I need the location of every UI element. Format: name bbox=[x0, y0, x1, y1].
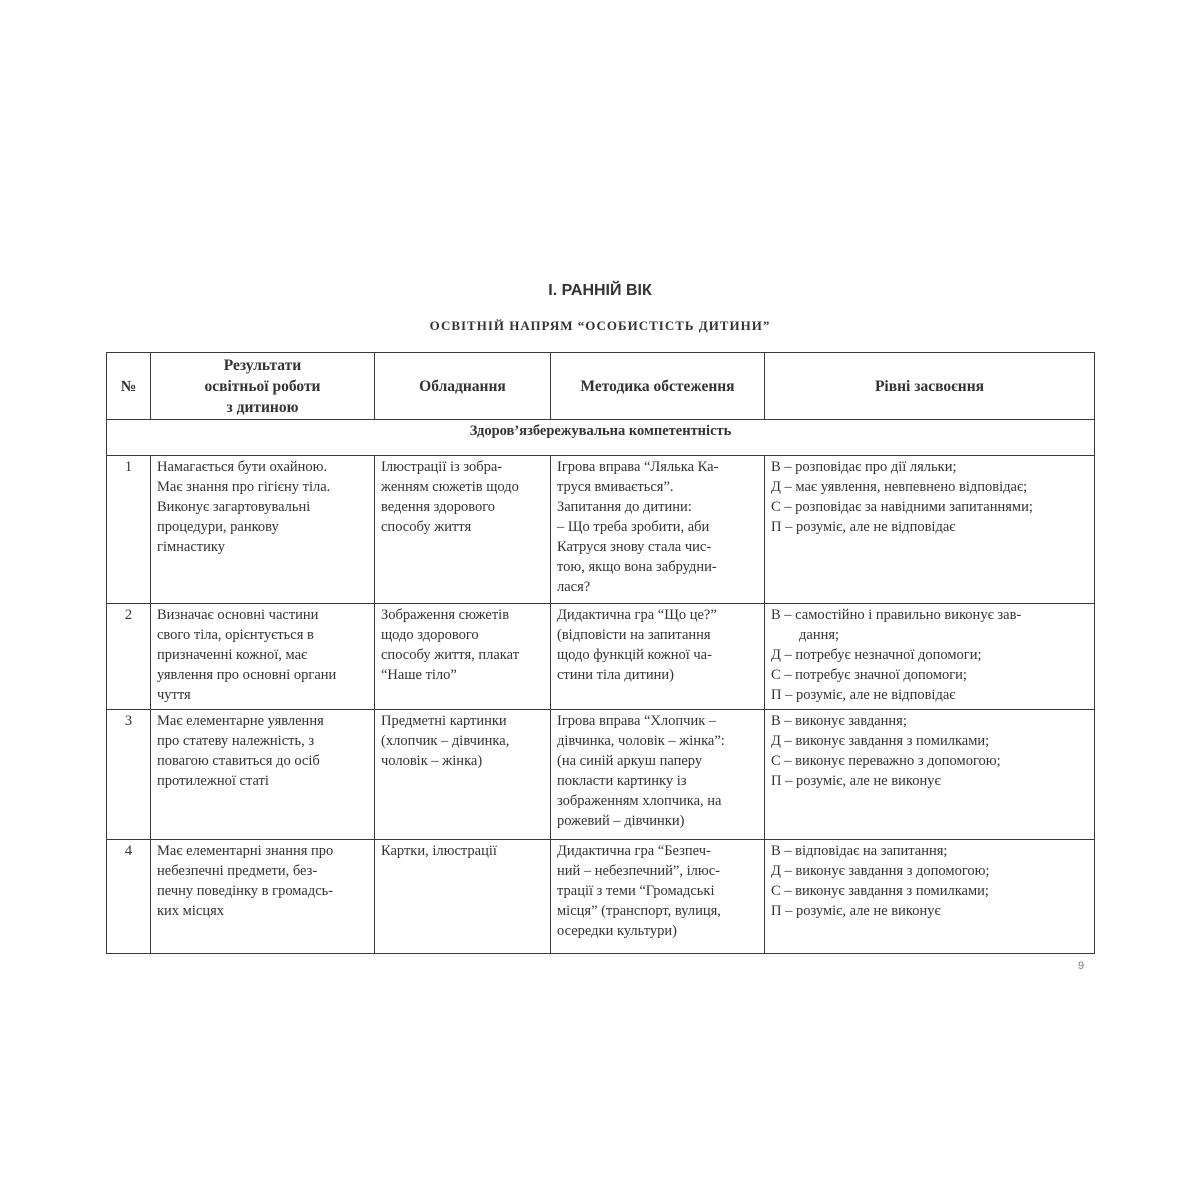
equipment-cell bbox=[375, 710, 551, 840]
cell-line: Д – виконує завдання з допомогою; bbox=[771, 863, 990, 879]
header-results-line: Результати bbox=[223, 356, 302, 374]
cell-line: Ігрова вправа “Хлопчик – bbox=[557, 713, 717, 729]
cell-line: “Наше тіло” bbox=[381, 667, 457, 683]
levels-cell bbox=[765, 710, 1095, 840]
cell-line: стини тіла дитини) bbox=[557, 667, 674, 683]
cell-line: дання; bbox=[799, 627, 840, 643]
cell-line: С – розповідає за навідними запитаннями; bbox=[771, 499, 1033, 515]
cell-line: про статеву належність, з bbox=[157, 733, 315, 749]
cell-line: печну поведінку в громадсь- bbox=[157, 883, 334, 899]
equipment-cell bbox=[375, 604, 551, 710]
cell-line: П – розуміє, але не відповідає bbox=[771, 519, 956, 535]
table-row bbox=[107, 840, 1095, 954]
cell-line: покласти картинку із bbox=[557, 773, 687, 789]
row-number: 3 bbox=[107, 710, 151, 840]
cell-line: чоловік – жінка) bbox=[381, 753, 483, 769]
method-cell bbox=[551, 710, 765, 840]
cell-line: гімнастику bbox=[157, 539, 225, 555]
cell-line: Ілюстрації із зобра- bbox=[381, 459, 503, 475]
results-cell bbox=[151, 604, 375, 710]
cell-line: щодо здорового bbox=[381, 627, 479, 643]
cell-line: Картки, ілюстрації bbox=[381, 843, 497, 859]
cell-line: Визначає основні частини bbox=[157, 607, 319, 623]
cell-line: процедури, ранкову bbox=[157, 519, 279, 535]
cell-line: Катруся знову стала чис- bbox=[557, 539, 712, 555]
cell-line: ких місцях bbox=[157, 903, 224, 919]
cell-line: способу життя, плакат bbox=[381, 647, 520, 663]
cell-line: лася? bbox=[557, 579, 591, 595]
header-equipment: Обладнання bbox=[375, 353, 551, 420]
cell-line: Д – потребує незначної допомоги; bbox=[771, 647, 982, 663]
page-subtitle: ОСВІТНІЙ НАПРЯМ “ОСОБИСТІСТЬ ДИТИНИ” bbox=[429, 318, 771, 333]
cell-line: – Що треба зробити, аби bbox=[557, 519, 710, 535]
cell-line: дівчинка, чоловік – жінка”: bbox=[557, 733, 725, 749]
cell-line: (на синій аркуш паперу bbox=[557, 753, 703, 769]
page-number: 9 bbox=[1078, 960, 1085, 972]
cell-line: П – розуміє, але не виконує bbox=[771, 773, 941, 789]
cell-line: (хлопчик – дівчинка, bbox=[381, 733, 510, 749]
cell-line: П – розуміє, але не відповідає bbox=[771, 687, 956, 703]
results-cell bbox=[151, 710, 375, 840]
cell-line: протилежної статі bbox=[157, 773, 269, 789]
cell-line: Д – виконує завдання з помилками; bbox=[771, 733, 990, 749]
cell-line: призначенні кожної, має bbox=[157, 647, 308, 663]
cell-line: В – розповідає про дії ляльки; bbox=[771, 459, 957, 475]
cell-line: Дидактична гра “Безпеч- bbox=[557, 843, 711, 859]
assessment-table bbox=[106, 352, 1095, 954]
cell-line: Має елементарні знання про bbox=[157, 843, 334, 859]
equipment-cell bbox=[375, 840, 551, 954]
header-row bbox=[107, 353, 1095, 420]
cell-line: П – розуміє, але не виконує bbox=[771, 903, 941, 919]
cell-line: Дидактична гра “Що це?” bbox=[557, 607, 717, 623]
row-number: 2 bbox=[107, 604, 151, 710]
cell-line: ний – небезпечний”, ілюс- bbox=[557, 863, 720, 879]
cell-line: В – самостійно і правильно виконує зав- bbox=[771, 607, 1022, 623]
cell-line: уявлення про основні органи bbox=[157, 667, 337, 683]
cell-line: С – потребує значної допомоги; bbox=[771, 667, 967, 683]
header-levels: Рівні засвоєння bbox=[765, 353, 1095, 420]
header-method: Методика обстеження bbox=[551, 353, 765, 420]
cell-line: ведення здорового bbox=[381, 499, 496, 515]
cell-line: Виконує загартовувальні bbox=[157, 499, 311, 515]
cell-line: С – виконує завдання з помилками; bbox=[771, 883, 989, 899]
results-cell bbox=[151, 456, 375, 604]
cell-line: Має елементарне уявлення bbox=[157, 713, 324, 729]
table-header bbox=[107, 353, 1095, 420]
cell-line: Предметні картинки bbox=[381, 713, 507, 729]
table-row bbox=[107, 456, 1095, 604]
section-row bbox=[107, 420, 1095, 456]
method-cell bbox=[551, 840, 765, 954]
cell-line: Запитання до дитини: bbox=[557, 499, 692, 515]
cell-line: тою, якщо вона забрудни- bbox=[557, 559, 717, 575]
table-row bbox=[107, 604, 1095, 710]
cell-line: способу життя bbox=[381, 519, 472, 535]
section-title: Здоров’язбережувальна компетентність bbox=[107, 420, 1095, 456]
page-title: І. РАННІЙ ВІК bbox=[548, 282, 652, 299]
header-results-line: освітньої роботи bbox=[204, 377, 321, 395]
levels-cell bbox=[765, 456, 1095, 604]
cell-line: небезпечні предмети, без- bbox=[157, 863, 318, 879]
cell-line: Намагається бути охайною. bbox=[157, 459, 328, 475]
cell-line: Має знання про гігієну тіла. bbox=[157, 479, 331, 495]
method-cell bbox=[551, 604, 765, 710]
equipment-cell bbox=[375, 456, 551, 604]
cell-line: (відповісти на запитання bbox=[557, 627, 711, 643]
cell-line: труся вмивається”. bbox=[557, 479, 674, 495]
header-results bbox=[151, 353, 375, 420]
cell-line: місця” (транспорт, вулиця, bbox=[557, 903, 721, 919]
cell-line: В – виконує завдання; bbox=[771, 713, 907, 729]
cell-line: рожевий – дівчинки) bbox=[557, 813, 685, 829]
results-cell bbox=[151, 840, 375, 954]
cell-line: зображенням хлопчика, на bbox=[557, 793, 722, 809]
cell-line: свого тіла, орієнтується в bbox=[157, 627, 314, 643]
table-body bbox=[107, 420, 1095, 954]
cell-line: трації з теми “Громадські bbox=[557, 883, 715, 899]
method-cell bbox=[551, 456, 765, 604]
cell-line: щодо функцій кожної ча- bbox=[557, 647, 712, 663]
cell-line: повагою ставиться до осіб bbox=[157, 753, 320, 769]
levels-cell bbox=[765, 840, 1095, 954]
row-number: 4 bbox=[107, 840, 151, 954]
cell-line: С – виконує переважно з допомогою; bbox=[771, 753, 1001, 769]
cell-line: осередки культури) bbox=[557, 923, 677, 939]
table-row bbox=[107, 710, 1095, 840]
cell-line: Д – має уявлення, невпевнено відповідає; bbox=[771, 479, 1028, 495]
levels-cell bbox=[765, 604, 1095, 710]
cell-line: женням сюжетів щодо bbox=[381, 479, 519, 495]
header-results-line: з дитиною bbox=[226, 398, 299, 416]
cell-line: Зображення сюжетів bbox=[381, 607, 510, 623]
cell-line: Ігрова вправа “Лялька Ка- bbox=[557, 459, 719, 475]
cell-line: чуття bbox=[157, 687, 191, 703]
header-num: № bbox=[107, 353, 151, 420]
row-number: 1 bbox=[107, 456, 151, 604]
cell-line: В – відповідає на запитання; bbox=[771, 843, 948, 859]
